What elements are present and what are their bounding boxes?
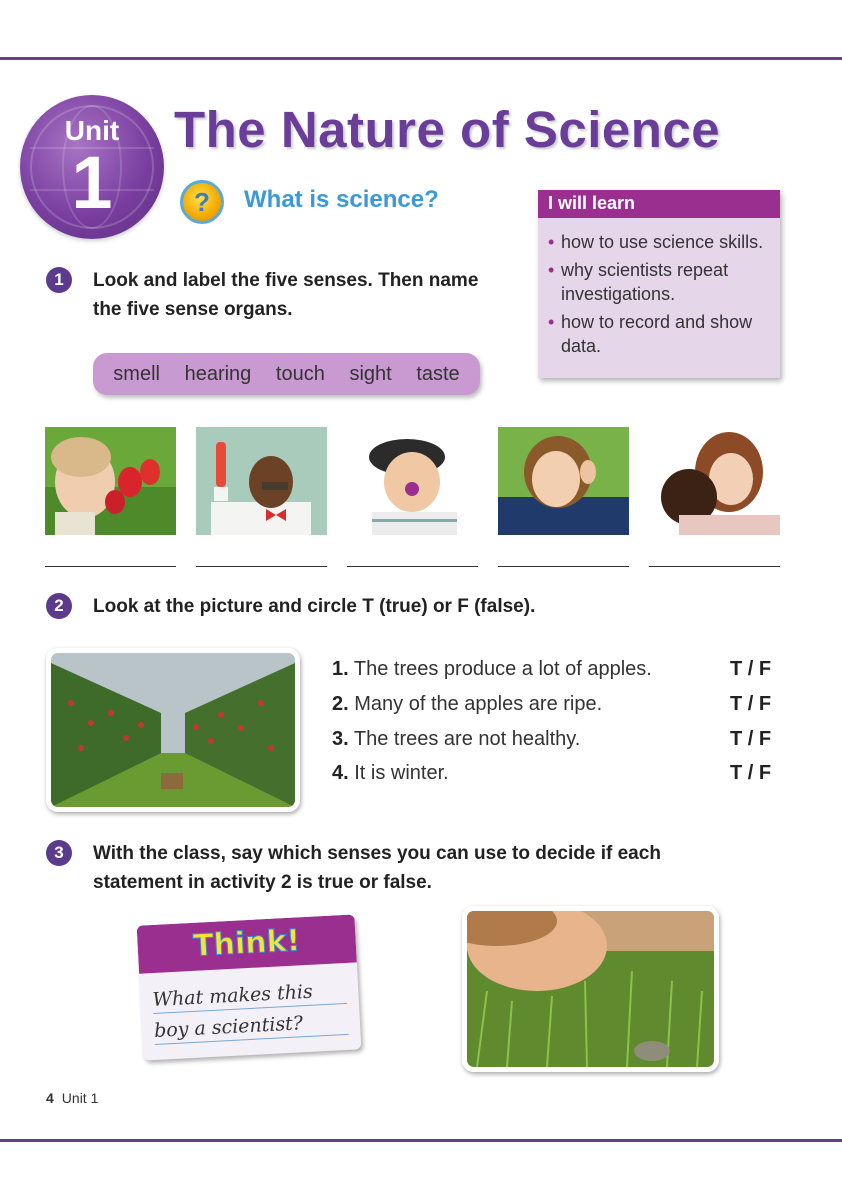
unit-badge [20, 95, 164, 239]
word-bank [93, 353, 480, 395]
statement-number: 4. [332, 762, 349, 784]
label-line[interactable] [498, 566, 629, 567]
activity-number-2: 2 [46, 593, 72, 619]
photo-girl-hugging-dog [649, 427, 780, 535]
unit-number: 1 [71, 141, 113, 224]
think-heading: Think! [192, 923, 302, 964]
tf-choice-2[interactable]: T / F [730, 693, 772, 715]
learn-item: • how to use science skills. [548, 230, 780, 254]
statement-3 [332, 728, 580, 751]
think-line-1: What makes this [152, 973, 347, 1014]
statement-text: Many of the apples are ripe. [354, 693, 603, 715]
activity-number-3: 3 [46, 840, 72, 866]
label-line[interactable] [649, 566, 780, 567]
statement-1 [332, 658, 652, 681]
photo-boy-with-test-tube [196, 427, 327, 535]
unit-label: Unit [64, 115, 120, 146]
activity3-instruction [93, 839, 661, 897]
statement-4 [332, 762, 449, 785]
activity1-instruction [93, 266, 478, 324]
photo-boy-examining-grass [462, 906, 719, 1072]
page-footer [46, 1090, 98, 1106]
statement-text: The trees are not healthy. [353, 728, 581, 750]
label-line[interactable] [347, 566, 478, 567]
activity-number-1: 1 [46, 267, 72, 293]
learn-box [538, 190, 780, 378]
tf-choice-3[interactable]: T / F [730, 728, 772, 750]
learn-list [538, 230, 780, 358]
top-rule [0, 57, 842, 60]
word-bank-item: touch [275, 362, 325, 385]
label-line[interactable] [196, 566, 327, 567]
activity3-instruction-line1: With the class, say which senses you can use to decide if each [93, 843, 661, 864]
activity3-instruction-line2: statement in activity 2 is true or false. [93, 872, 432, 893]
activity1-instruction-line2: the five sense organs. [93, 299, 293, 320]
word-bank-item: hearing [184, 362, 252, 385]
statement-2 [332, 693, 602, 716]
word-bank-item: taste [416, 362, 460, 385]
statement-number: 2. [332, 693, 349, 715]
photo-girl-smelling-flowers [45, 427, 176, 535]
activity1-instruction-line1: Look and label the five senses. Then name [93, 270, 479, 291]
page-number: 4 [46, 1090, 54, 1106]
tf-choice-4[interactable]: T / F [730, 762, 772, 784]
label-line[interactable] [45, 566, 176, 567]
tf-choice-1[interactable]: T / F [730, 658, 772, 680]
footer-label: Unit 1 [61, 1090, 99, 1106]
statement-number: 3. [332, 728, 349, 750]
learn-item: • why scientists repeat investigations. [548, 258, 780, 306]
think-body [139, 962, 361, 1055]
big-question: What is science? [244, 186, 439, 213]
photo-girl-listening [498, 427, 629, 535]
page-title: The Nature of Science [174, 101, 721, 158]
learn-item: • how to record and show data. [548, 310, 780, 358]
word-bank-item: sight [349, 362, 392, 385]
statement-text: The trees produce a lot of apples. [353, 658, 652, 680]
learn-heading: I will learn [538, 190, 780, 218]
bottom-rule [0, 1139, 842, 1142]
word-bank-item: smell [113, 362, 160, 385]
statement-number: 1. [332, 658, 349, 680]
photo-boy-tasting-lollipop [347, 427, 478, 535]
think-card [137, 914, 362, 1060]
question-globe-icon: ? [180, 180, 224, 224]
statement-text: It is winter. [354, 762, 449, 784]
activity2-instruction: Look at the picture and circle T (true) or F (false). [93, 596, 536, 617]
think-line-2: boy a scientist? [153, 1004, 348, 1045]
photo-apple-orchard [46, 648, 300, 812]
